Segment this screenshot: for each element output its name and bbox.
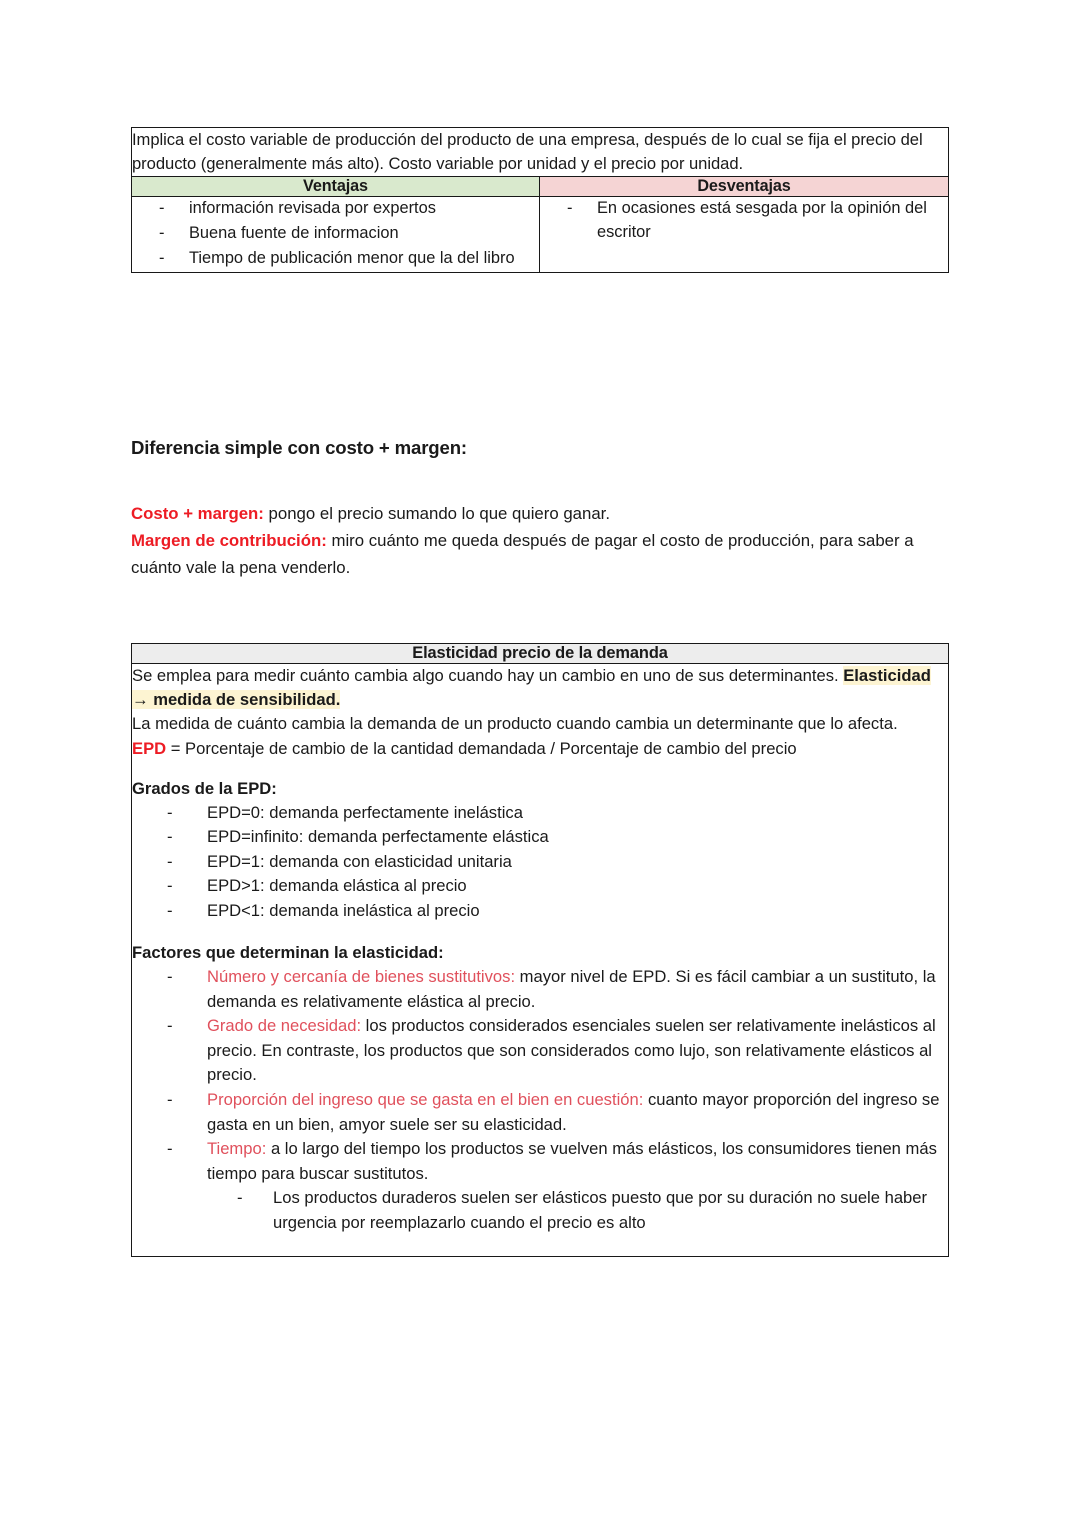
list-item: - EPD=1: demanda con elasticidad unitaria <box>132 850 948 874</box>
term-numero-cercania: Número y cercanía de bienes sustitutivos: <box>207 967 516 987</box>
list-item: - EPD<1: demanda inelástica al precio <box>132 899 948 923</box>
list-item: - EPD>1: demanda elástica al precio <box>132 874 948 898</box>
subfactores-list <box>207 1186 948 1235</box>
list-item <box>132 1137 948 1235</box>
list-item: - Los productos duraderos suelen ser elásticos puesto que por su duración no suele haber urgencia por reemplazarlo cuando el precio es alto <box>207 1186 948 1235</box>
table-row-lists <box>132 196 949 272</box>
table-elasticidad-precio-demanda <box>131 643 949 1257</box>
text-proporcion-ingreso: cuanto mayor proporción del ingreso se gasta en un bien, amyor suele ser su elasticidad. <box>207 1090 940 1134</box>
list-item <box>132 965 948 1014</box>
paragraph-epd-formula <box>132 737 948 761</box>
term-proporcion-ingreso: Proporción del ingreso que se gasta en el bien en cuestión: <box>207 1090 644 1109</box>
table-row-intro <box>132 128 949 177</box>
subheading-grados-epd: Grados de la EPD: <box>132 778 277 798</box>
text-numero-cercania: mayor nivel de EPD. Si es fácil cambiar a un sustituto, la demanda es relativamente elástica al precio. <box>207 967 936 1011</box>
ventajas-list <box>132 197 539 271</box>
intro-paragraph: Implica el costo variable de producción del producto de una empresa, después de lo cual se fija el precio del producto (generalmente más alto). Costo variable por unidad y el precio por unidad. <box>132 128 949 177</box>
desventajas-list <box>540 197 948 245</box>
line-margen-contribucion <box>131 527 951 581</box>
text-costo-margen: pongo el precio sumando lo que quiero ganar. <box>263 504 611 523</box>
list-item: - Tiempo de publicación menor que la del libro <box>132 247 539 271</box>
intro-text-part1: Se emplea para medir cuánto cambia algo cuando hay un cambio en uno de sus determinantes. <box>132 666 844 685</box>
text-margen-contribucion: miro cuánto me queda después de pagar el costo de producción, para saber a cuánto vale la pena venderlo. <box>131 531 914 578</box>
list-item: - EPD=infinito: demanda perfectamente elástica <box>132 825 948 849</box>
text-grado-necesidad: los productos considerados esenciales suelen ser relativamente inelásticos al precio. En contraste, los productos que son considerados como lujo, son relativamente elásticos al precio. <box>207 1016 936 1085</box>
table-costo-variable <box>131 127 949 273</box>
cell-desventajas <box>540 196 949 272</box>
term-margen-contribucion: Margen de contribución: <box>131 531 327 551</box>
paragraph-intro <box>132 664 948 712</box>
term-costo-margen: Costo + margen: <box>131 504 264 523</box>
factores-list <box>132 965 948 1235</box>
list-item: - En ocasiones está sesgada por la opinión del escritor <box>540 197 948 245</box>
highlight-elasticidad-sensibilidad: Elasticidad → medida de sensibilidad. <box>132 666 931 710</box>
table-row-body <box>132 664 949 1257</box>
list-item: - EPD=0: demanda perfectamente inelástica <box>132 801 948 825</box>
table-row-header <box>132 644 949 664</box>
header-elasticidad: Elasticidad precio de la demanda <box>132 644 949 664</box>
list-item: - Buena fuente de informacion <box>132 222 539 246</box>
cell-elasticidad-body <box>132 664 949 1257</box>
label-epd: EPD <box>132 738 167 758</box>
subheading-factores: Factores que determinan la elasticidad: <box>132 943 444 963</box>
text-tiempo: a lo largo del tiempo los productos se vuelven más elásticos, los consumidores tienen más tiempo para buscar sustitutos. <box>207 1139 937 1183</box>
paragraph-medida: La medida de cuánto cambia la demanda de un producto cuando cambia un determinante que lo afecta. <box>132 714 898 734</box>
line-costo-margen <box>131 500 951 527</box>
term-tiempo: Tiempo: <box>207 1139 267 1159</box>
heading-diferencia-simple: Diferencia simple con costo + margen: <box>131 437 467 458</box>
term-grado-necesidad: Grado de necesidad: <box>207 1016 362 1036</box>
text-epd-formula: = Porcentaje de cambio de la cantidad demandada / Porcentaje de cambio del precio <box>166 738 797 758</box>
paragraph-diferencia <box>131 500 951 582</box>
grados-list <box>132 801 948 923</box>
list-item: - información revisada por expertos <box>132 197 539 221</box>
cell-ventajas <box>132 196 540 272</box>
table-row-headers <box>132 176 949 196</box>
header-desventajas: Desventajas <box>540 176 949 196</box>
list-item <box>132 1088 948 1137</box>
list-item <box>132 1014 948 1088</box>
header-ventajas: Ventajas <box>132 176 540 196</box>
